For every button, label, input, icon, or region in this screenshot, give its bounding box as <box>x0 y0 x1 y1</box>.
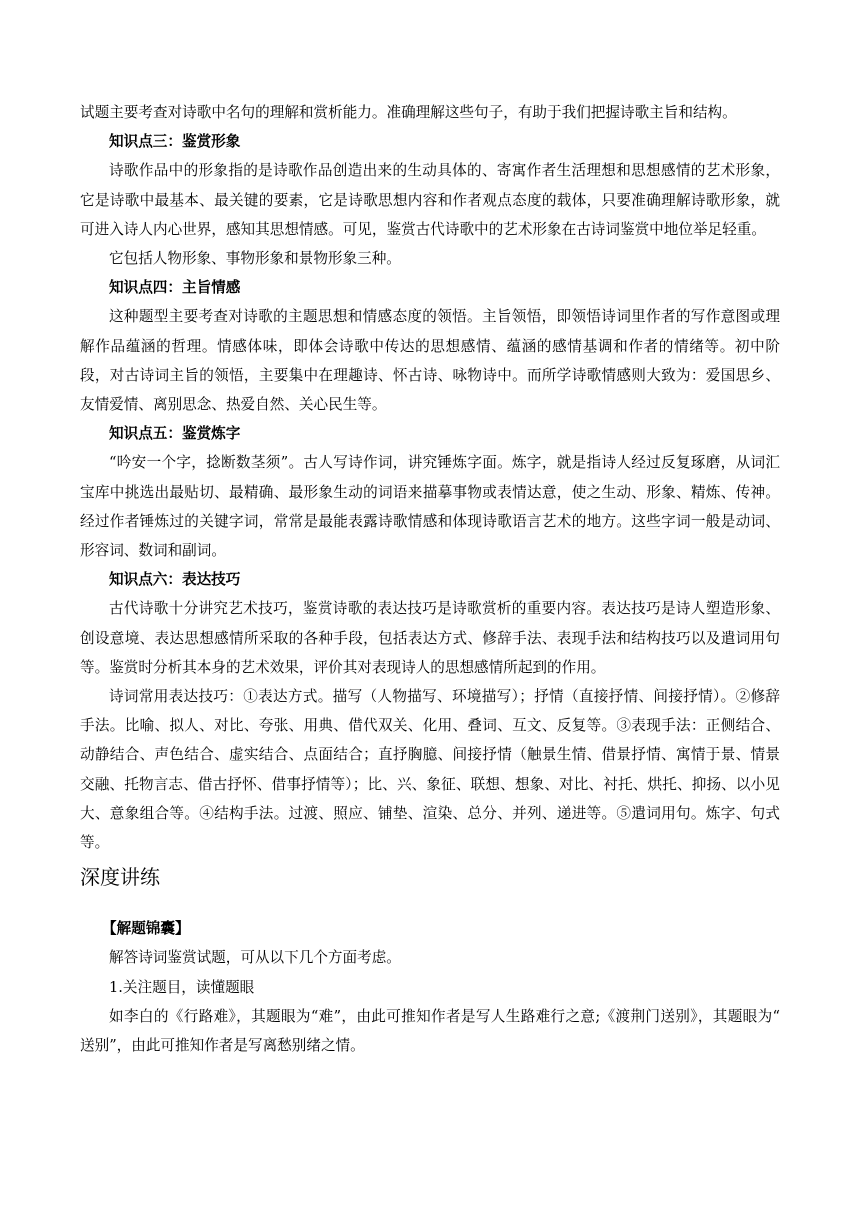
paragraph-knowledge-3a: 诗歌作品中的形象指的是诗歌作品创造出来的生动具体的、寄寓作者生活理想和思想感情的艺术形象，它是诗歌中最基本、最关键的要素，它是诗歌思想内容和作者观点态度的载体，只要准确理解诗歌形象，就可进入诗人内心世界，感知其思想情感。可见，鉴赏古代诗歌中的艺术形象在古诗词鉴赏中地位举足轻重。 <box>80 162 780 238</box>
paragraph-knowledge-3b: 它包括人物形象、事物形象和景物形象三种。 <box>109 250 401 268</box>
paragraph-tip-example: 如李白的《行路难》，其题眼为“难”，由此可推知作者是写人生路难行之意;《渡荆门送别》，其题眼为“ 送别”，由此可推知作者是写离愁别绪之情。 <box>80 1007 781 1055</box>
paragraph-tip-point-1: 1.关注题目，读懂题眼 <box>109 978 255 996</box>
paragraph-intro: 试题主要考查对诗歌中名句的理解和赏析能力。准确理解这些句子，有助于我们把握诗歌主旨和结构。 <box>80 104 737 121</box>
tip-title: 【解题锦囊】 <box>102 920 190 938</box>
paragraph-knowledge-5: “吟安一个字，捻断数茎须”。古人写诗作词，讲究锤炼字面。炼字，就是指诗人经过反复琢磨，从词汇宝库中挑选出最贴切、最精确、最形象生动的词语来描摹事物或表情达意，使之生动、形象、精炼、传神。经过作者锤炼过的关键字词，常常是最能表露诗歌情感和体现诗歌语言艺术的地方。这些字词一般是动词、形容词、数词和副词。 <box>80 454 780 560</box>
heading-knowledge-5: 知识点五：鉴赏炼字 <box>109 425 241 443</box>
heading-knowledge-4: 知识点四：主旨情感 <box>109 279 241 297</box>
document-page <box>80 98 780 1060</box>
paragraph-knowledge-4: 这种题型主要考查对诗歌的主题思想和情感态度的领悟。主旨领悟，即领悟诗词里作者的写作意图或理解作品蕴涵的哲理。情感体味，即体会诗歌中传达的思想感情、蕴涵的感情基调和作者的情绪等。初中阶段，对古诗词主旨的领悟，主要集中在理趣诗、怀古诗、咏物诗中。而所学诗歌情感则大致为：爱国思乡、友情爱情、离别思念、热爱自然、关心民生等。 <box>80 308 780 414</box>
paragraph-knowledge-6b: 诗词常用表达技巧：①表达方式。描写（人物描写、环境描写）；抒情（直接抒情、间接抒情）。②修辞手法。比喻、拟人、对比、夸张、用典、借代双关、化用、叠词、互文、反复等。③表现手法：正侧结合、动静结合、声色结合、虚实结合、点面结合；直抒胸臆、间接抒情（触景生情、借景抒情、寓情于景、情景交融、托物言志、借古抒怀、借事抒情等）；比、兴、象征、联想、想象、对比、衬托、烘托、抑扬、以小见大、意象组合等。④结构手法。过渡、照应、铺垫、渲染、总分、并列、递进等。⑤遣词用句。炼字、句式等。 <box>80 688 780 852</box>
paragraph-knowledge-6a: 古代诗歌十分讲究艺术技巧，鉴赏诗歌的表达技巧是诗歌赏析的重要内容。表达技巧是诗人塑造形象、创设意境、表达思想感情所采取的各种手段，包括表达方式、修辞手法、表现手法和结构技巧以及遣词用句等。鉴赏时分析其本身的艺术效果，评价其对表现诗人的思想感情所起到的作用。 <box>80 600 780 676</box>
heading-knowledge-6: 知识点六：表达技巧 <box>109 571 241 589</box>
section-title: 深度讲练 <box>80 865 160 890</box>
heading-knowledge-3: 知识点三：鉴赏形象 <box>109 133 241 151</box>
paragraph-tip-intro: 解答诗词鉴赏试题，可从以下几个方面考虑。 <box>109 949 401 967</box>
